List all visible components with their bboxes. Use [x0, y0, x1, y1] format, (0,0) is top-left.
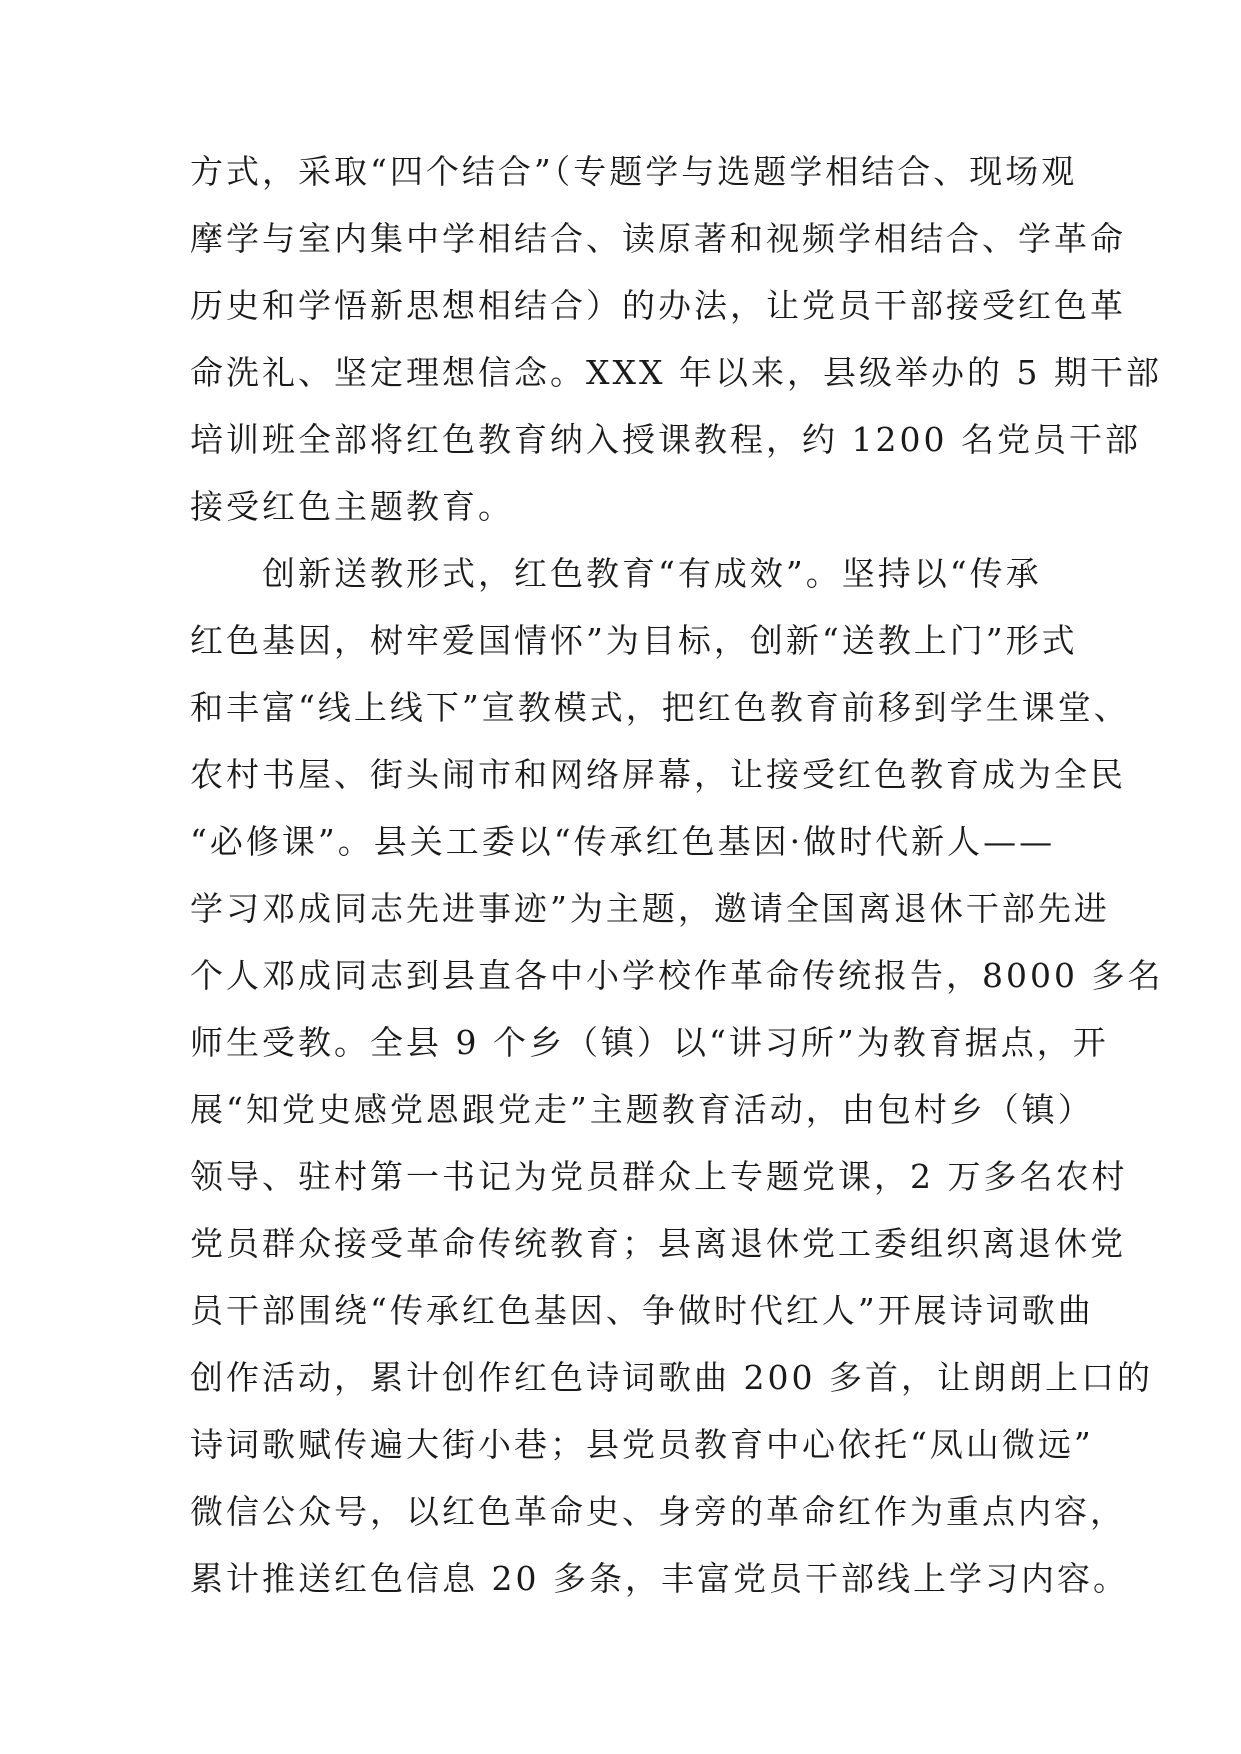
paragraph-line: 培训班全部将红色教育纳入授课教程，约 1200 名党员干部 — [190, 420, 1141, 459]
paragraph-line: 和丰富“线上线下”宣教模式，把红色教育前移到学生课堂、 — [190, 688, 1130, 727]
paragraph-line: 创新送教形式，红色教育“有成效”。坚持以“传承 — [262, 554, 1042, 593]
paragraph-line: 员干部围绕“传承红色基因、争做时代红人”开展诗词歌曲 — [190, 1291, 1094, 1330]
paragraph-line: 农村书屋、街头闹市和网络屏幕，让接受红色教育成为全民 — [190, 755, 1126, 794]
paragraph-line: 红色基因，树牢爱国情怀”为目标，创新“送教上门”形式 — [190, 621, 1078, 660]
paragraph-line: 累计推送红色信息 20 多条，丰富党员干部线上学习内容。 — [190, 1559, 1129, 1598]
paragraph-line: 历史和学悟新思想相结合）的办法，让党员干部接受红色革 — [190, 286, 1126, 325]
paragraph-line: 摩学与室内集中学相结合、读原著和视频学相结合、学革命 — [190, 219, 1126, 258]
paragraph-line: 方式，采取“四个结合”（专题学与选题学相结合、现场观 — [190, 152, 1078, 191]
paragraph-line: 党员群众接受革命传统教育；县离退休党工委组织离退休党 — [190, 1224, 1126, 1263]
paragraph-1 — [190, 138, 1162, 540]
paragraph-line: 诗词歌赋传遍大街小巷；县党员教育中心依托“凤山微远” — [190, 1425, 1094, 1464]
paragraph-line: 创作活动，累计创作红色诗词歌曲 200 多首，让朗朗上口的 — [190, 1358, 1153, 1397]
paragraph-line: 接受红色主题教育。 — [190, 487, 514, 526]
paragraph-line: 展“知党史感党恩跟党走”主题教育活动，由包村乡（镇） — [190, 1090, 1094, 1129]
paragraph-2 — [190, 540, 1164, 1612]
paragraph-line: 命洗礼、坚定理想信念。XXX 年以来，县级举办的 5 期干部 — [190, 353, 1162, 392]
paragraph-line: 学习邓成同志先进事迹”为主题，邀请全国离退休干部先进 — [190, 889, 1110, 928]
paragraph-line: 师生受教。全县 9 个乡（镇）以“讲习所”为教育据点，开 — [190, 1023, 1109, 1062]
paragraph-line: 微信公众号，以红色革命史、身旁的革命红作为重点内容， — [190, 1492, 1126, 1531]
paragraph-line: 领导、驻村第一书记为党员群众上专题党课，2 万多名农村 — [190, 1157, 1128, 1196]
paragraph-line: “必修课”。县关工委以“传承红色基因·做时代新人—— — [190, 822, 1056, 861]
paragraph-line: 个人邓成同志到县直各中小学校作革命传统报告，8000 多名 — [190, 956, 1164, 995]
